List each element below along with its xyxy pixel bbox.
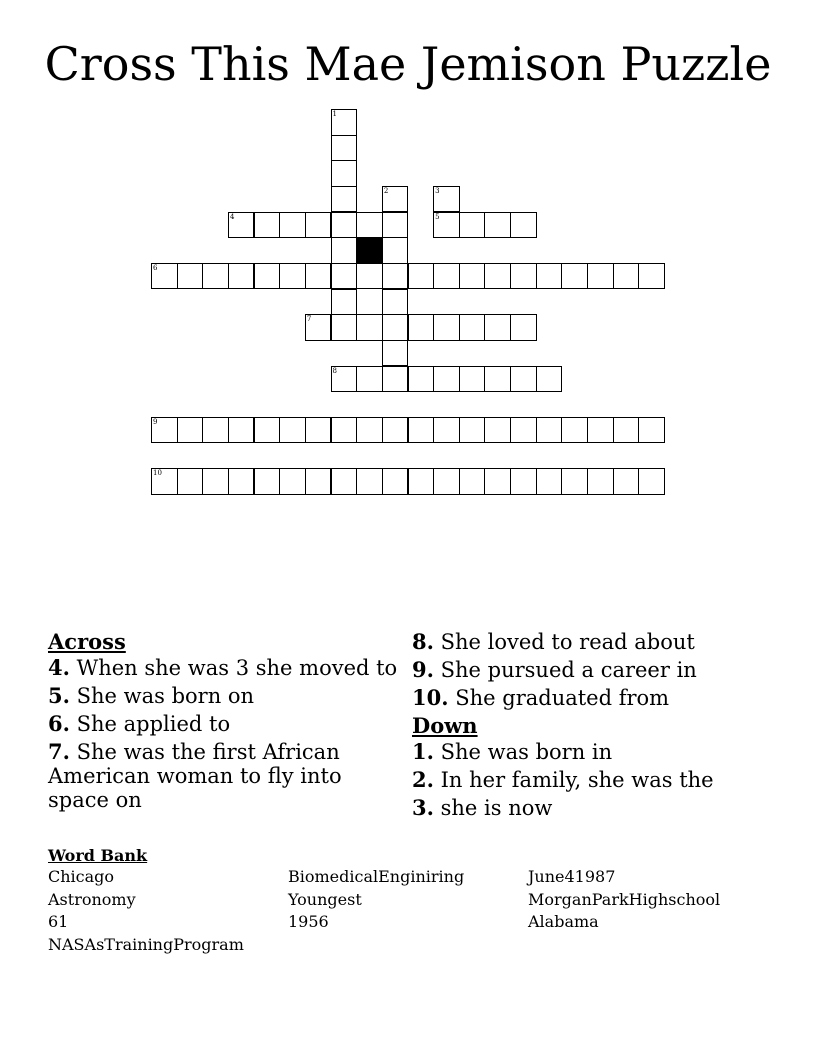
grid-block-cell [356,237,383,264]
grid-cell[interactable] [331,186,358,213]
clue-text: she is now [440,796,553,820]
grid-cell[interactable] [510,366,537,393]
grid-cell[interactable] [356,212,383,239]
grid-cell[interactable] [459,468,486,495]
clue-text: She applied to [76,712,231,736]
grid-cell[interactable] [331,237,358,264]
grid-cell[interactable] [613,468,640,495]
grid-cell[interactable] [356,314,383,341]
grid-cell[interactable] [433,263,460,290]
cell-number: 8 [332,366,338,375]
grid-cell[interactable] [382,468,409,495]
grid-cell[interactable] [433,314,460,341]
clue-text: She graduated from [455,686,670,710]
cell-number: 10 [153,469,162,478]
clue-across-4 [48,656,408,680]
grid-cell[interactable] [382,314,409,341]
grid-cell[interactable] [408,263,435,290]
cell-number: 7 [306,315,312,324]
grid-cell[interactable] [331,314,358,341]
word-bank-item: MorganParkHighschool [528,889,721,909]
grid-cell[interactable] [433,417,460,444]
grid-cell[interactable] [561,263,588,290]
grid-cell[interactable] [408,366,435,393]
puzzle-title: Cross This Mae Jemison Puzzle [44,37,772,91]
grid-cell[interactable] [331,417,358,444]
word-bank-item: Alabama [528,912,599,931]
grid-cell[interactable] [613,263,640,290]
grid-cell[interactable] [254,468,281,495]
clue-down-3 [412,796,772,820]
clue-across-7 [48,740,408,812]
grid-cell[interactable] [536,417,563,444]
grid-cell[interactable] [331,366,358,393]
grid-cell[interactable] [151,417,178,444]
grid-cell[interactable] [382,263,409,290]
word-bank-item: Astronomy [48,889,136,909]
grid-cell[interactable] [228,212,255,239]
grid-cell[interactable] [177,417,204,444]
clue-number: 1. [412,739,434,764]
grid-cell[interactable] [382,289,409,316]
grid-cell[interactable] [331,212,358,239]
grid-cell[interactable] [331,160,358,187]
grid-cell[interactable] [510,314,537,341]
grid-cell[interactable] [484,263,511,290]
word-bank-item: BiomedicalEnginiring [288,867,465,886]
grid-cell[interactable] [228,468,255,495]
word-bank-title: Word Bank [48,846,148,865]
cell-number: 9 [153,417,158,426]
grid-cell[interactable] [331,289,358,316]
grid-cell[interactable] [177,263,204,290]
grid-cell[interactable] [356,263,383,290]
clue-down-1 [412,740,772,764]
grid-cell[interactable] [484,314,511,341]
grid-cell[interactable] [202,468,229,495]
grid-cell[interactable] [510,263,537,290]
word-bank-item: June41987 [528,867,616,886]
clue-text: She was born in [440,740,613,764]
grid-cell[interactable] [305,263,332,290]
grid-cell[interactable] [382,366,409,393]
grid-cell[interactable] [638,417,665,444]
grid-cell[interactable] [459,417,486,444]
grid-cell[interactable] [254,263,281,290]
word-bank [48,846,768,956]
grid-cell[interactable] [356,417,383,444]
grid-cell[interactable] [151,263,178,290]
grid-cell[interactable] [459,212,486,239]
clue-down-2 [412,768,772,792]
grid-cell[interactable] [433,186,460,213]
grid-cell[interactable] [484,212,511,239]
grid-cell[interactable] [331,109,358,136]
grid-cell[interactable] [305,212,332,239]
clue-number: 2. [412,767,434,792]
grid-cell[interactable] [638,263,665,290]
grid-cell[interactable] [228,417,255,444]
clue-number: 6. [48,711,70,736]
clue-across-5 [48,684,408,708]
clues-column-left [48,630,408,816]
word-bank-item: Chicago [48,867,115,886]
grid-cell[interactable] [613,417,640,444]
grid-cell[interactable] [331,468,358,495]
grid-cell[interactable] [356,366,383,393]
word-bank-item: NASAsTrainingProgram [48,934,244,954]
clue-text: She pursued a career in [440,658,697,682]
grid-cell[interactable] [382,340,409,367]
grid-cell[interactable] [279,212,306,239]
grid-cell[interactable] [382,237,409,264]
grid-cell[interactable] [408,417,435,444]
grid-cell[interactable] [561,417,588,444]
grid-cell[interactable] [356,468,383,495]
clues-column-right [412,630,772,824]
grid-cell[interactable] [510,417,537,444]
grid-cell[interactable] [510,468,537,495]
clue-text: She was the first African American woman to fly into space on [48,740,342,812]
clue-number: 8. [412,629,434,654]
grid-cell[interactable] [484,468,511,495]
grid-cell[interactable] [331,263,358,290]
clue-across-9 [412,658,772,682]
grid-cell[interactable] [305,417,332,444]
grid-cell[interactable] [510,212,537,239]
cell-number: 3 [435,186,440,195]
grid-cell[interactable] [305,468,332,495]
grid-cell[interactable] [331,135,358,162]
grid-cell[interactable] [382,417,409,444]
grid-cell[interactable] [484,366,511,393]
grid-cell[interactable] [459,366,486,393]
grid-cell[interactable] [459,263,486,290]
cell-number: 4 [229,212,235,221]
grid-cell[interactable] [484,417,511,444]
grid-cell[interactable] [151,468,178,495]
grid-cell[interactable] [433,468,460,495]
grid-cell[interactable] [587,468,614,495]
grid-cell[interactable] [536,366,563,393]
grid-cell[interactable] [279,417,306,444]
clue-across-10 [412,686,772,710]
clue-across-8 [412,630,772,654]
clue-number: 9. [412,657,434,682]
clue-text: She was born on [76,684,255,708]
clue-text: In her family, she was the [440,768,714,792]
grid-cell[interactable] [408,468,435,495]
grid-cell[interactable] [536,468,563,495]
clue-number: 3. [412,795,434,820]
word-bank-item: 61 [48,912,69,931]
cell-number: 6 [153,263,158,272]
down-heading: Down [412,713,478,738]
grid-cell[interactable] [202,417,229,444]
clue-text: She loved to read about [440,630,695,654]
clue-number: 5. [48,683,70,708]
grid-cell[interactable] [279,263,306,290]
grid-cell[interactable] [433,366,460,393]
grid-cell[interactable] [254,212,281,239]
grid-cell[interactable] [382,212,409,239]
grid-cell[interactable] [202,263,229,290]
grid-cell[interactable] [177,468,204,495]
cell-number: 2 [383,186,389,195]
grid-cell[interactable] [638,468,665,495]
word-bank-item: Youngest [288,889,362,909]
cell-number: 1 [332,110,338,118]
clue-number: 7. [48,739,70,764]
grid-cell[interactable] [536,263,563,290]
cell-number: 5 [435,212,440,221]
grid-cell[interactable] [408,314,435,341]
grid-cell[interactable] [228,263,255,290]
clue-number: 4. [48,655,70,680]
grid-cell[interactable] [587,417,614,444]
grid-cell[interactable] [382,186,409,213]
across-heading: Across [48,629,126,654]
clue-text: When she was 3 she moved to [76,656,398,680]
grid-cell[interactable] [279,468,306,495]
grid-cell[interactable] [254,417,281,444]
grid-cell[interactable] [459,314,486,341]
grid-cell[interactable] [305,314,332,341]
word-bank-item: 1956 [288,912,329,931]
grid-cell[interactable] [433,212,460,239]
word-bank-list [48,866,768,956]
grid-cell[interactable] [561,468,588,495]
clue-number: 10. [412,685,449,710]
clue-across-6 [48,712,408,736]
grid-cell[interactable] [587,263,614,290]
